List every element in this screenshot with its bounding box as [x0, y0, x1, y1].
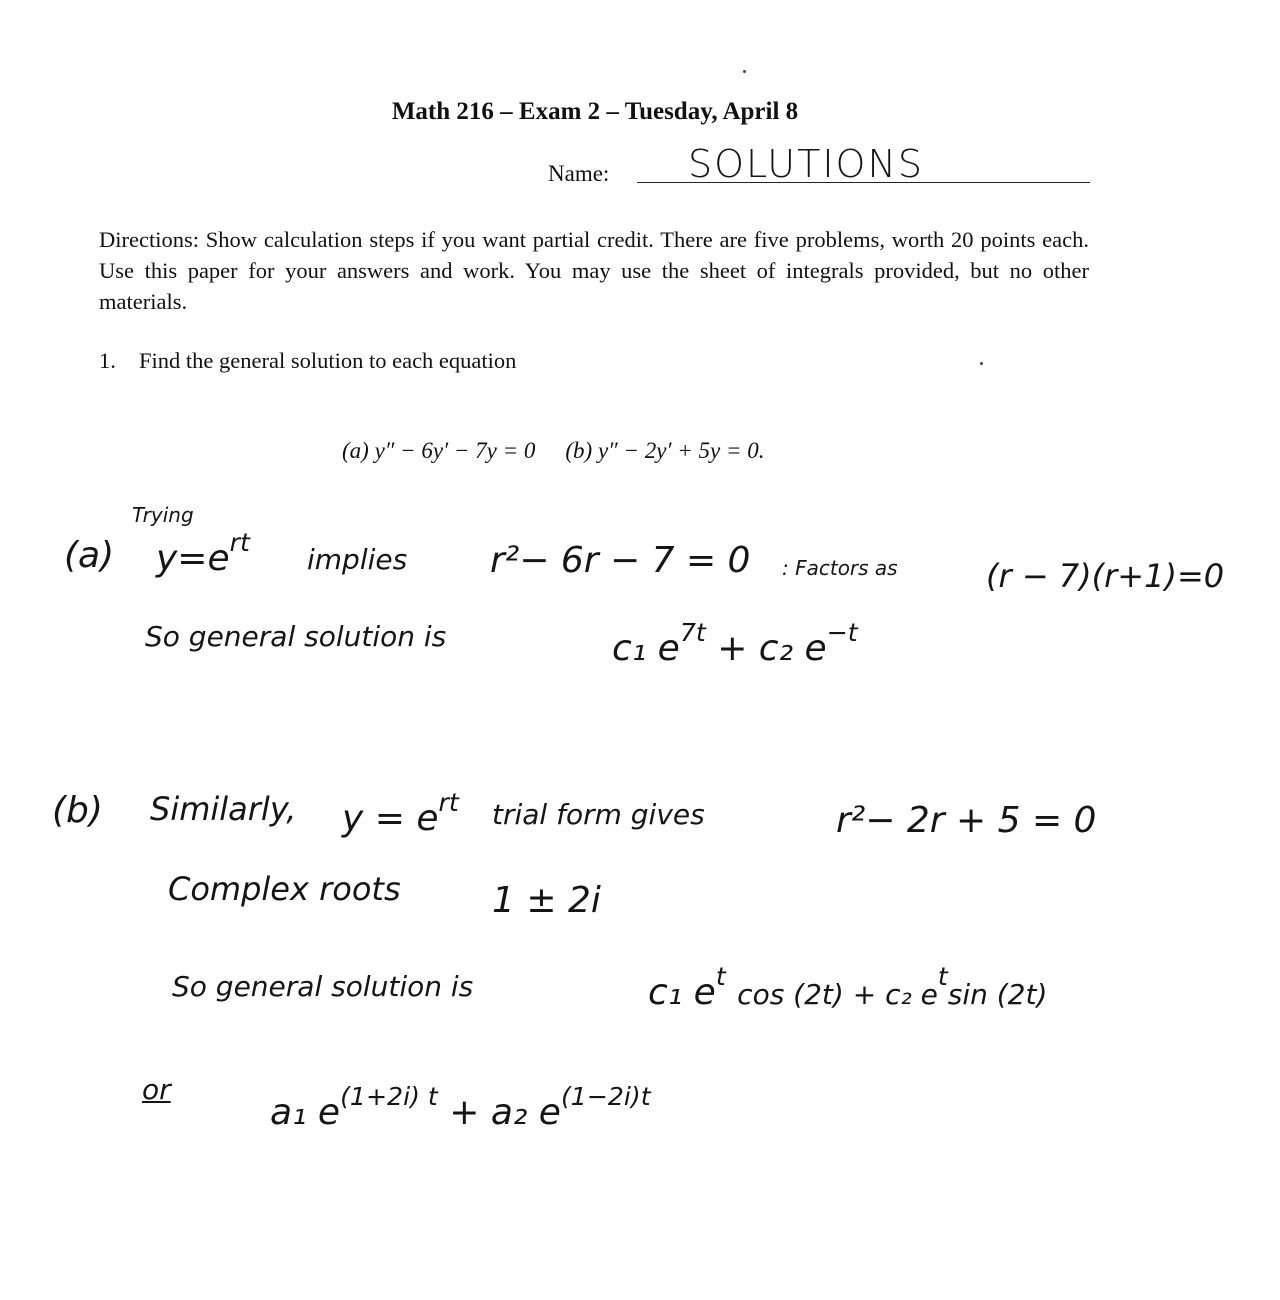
solution-b-trial-text: trial form gives	[492, 798, 705, 831]
solution-a-label: (a)	[64, 535, 115, 576]
problem-1	[99, 348, 516, 374]
scan-speck	[743, 70, 746, 73]
solution-a-factored: (r − 7)(r+1)=0	[986, 557, 1225, 595]
problem-number: 1.	[99, 348, 116, 373]
solution-b-alternate: a₁ $e^{(1+2i) t} + a_2$ $e^{(1-2i)t}$	[270, 1082, 651, 1133]
solution-b-roots: 1 ± 2i	[492, 880, 601, 921]
solution-a-factors-text: : Factors as	[782, 556, 898, 580]
problem-equations	[342, 438, 765, 464]
problem-prompt: Find the general solution to each equation	[139, 348, 517, 373]
scan-speck	[980, 362, 983, 365]
exam-title: Math 216 – Exam 2 – Tuesday, April 8	[391, 98, 799, 125]
solution-a-so-text: So general solution is	[145, 620, 447, 653]
directions-paragraph: Directions: Show calculation steps if you want partial credit. There are five problems, worth 20 points each. Use this paper for your answers and work. You may use the sheet of integrals provided, but no other materials.	[99, 227, 1089, 314]
name-label: Name:	[548, 161, 610, 186]
solution-b-trial: $y = e^{rt}$	[342, 788, 459, 839]
equation-a: (a) y″ − 6y′ − 7y = 0	[342, 438, 536, 463]
solution-b-general: c₁ $e^t$ cos (2t) + c₂ $e^t\sin$ (2t)	[648, 962, 1048, 1013]
trying-note: Trying	[132, 503, 194, 527]
equation-b: (b) y″ − 2y′ + 5y = 0.	[565, 438, 765, 463]
solution-b-or: or	[142, 1073, 171, 1106]
solution-b-so-text: So general solution is	[172, 970, 474, 1003]
solution-a-char-eq: r²− 6r − 7 = 0	[490, 540, 751, 581]
name-value-handwritten: SOLUTIONS	[688, 142, 924, 186]
solution-a-trial: $y=e^{rt}$	[156, 528, 250, 579]
solution-b-similarly: Similarly,	[150, 790, 297, 828]
solution-b-label: (b)	[52, 790, 103, 831]
solution-b-complex-text: Complex roots	[168, 870, 401, 908]
solution-a-general: c₁ $e^{7t} + c_2$ $e^{-t}$	[612, 618, 858, 669]
solution-a-implies: implies	[307, 543, 408, 576]
solution-b-char-eq: r²− 2r + 5 = 0	[836, 800, 1097, 841]
